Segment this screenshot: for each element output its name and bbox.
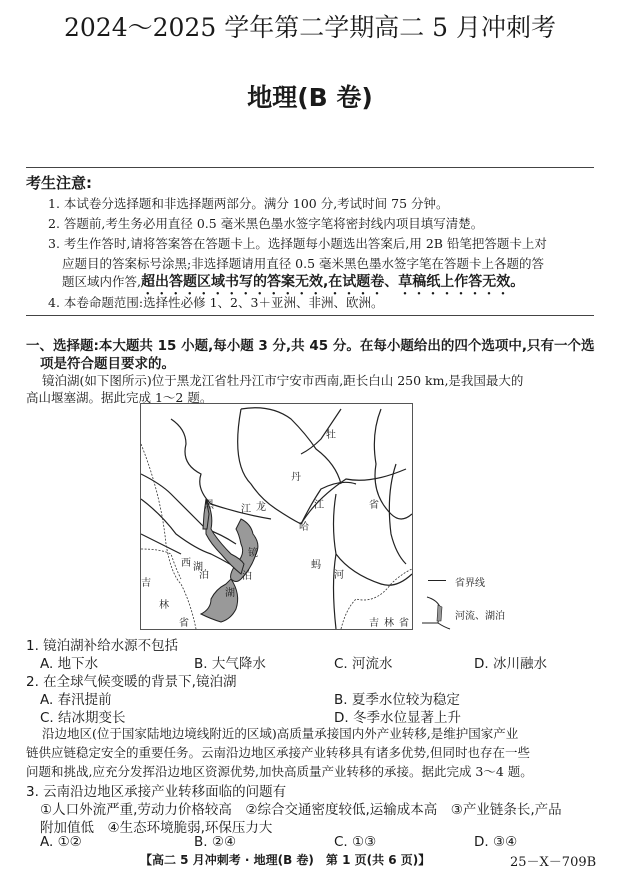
option: B. ②④ bbox=[194, 834, 237, 850]
legend-border-line bbox=[428, 580, 446, 581]
section-heading: 项是符合题目要求的。 bbox=[40, 356, 175, 372]
option: A. 地下水 bbox=[40, 656, 99, 672]
map-label: 龙 bbox=[256, 502, 266, 513]
option: B. 大气降水 bbox=[194, 656, 266, 672]
notice-item: 2. 答题前,考生务必用直径 0.5 毫米黑色墨水签字笔将密封线内项目填写清楚。 bbox=[48, 216, 484, 231]
option: C. 河流水 bbox=[334, 656, 393, 672]
map-label: 湖 bbox=[225, 588, 235, 599]
map-label: 江 bbox=[241, 504, 251, 515]
option: C. ①③ bbox=[334, 834, 377, 850]
notice-item: 3. 考生作答时,请将答案答在答题卡上。选择题每小题选出答案后,用 2B 铅笔把答题卡上对 bbox=[48, 236, 547, 251]
map-label: 省 bbox=[399, 618, 409, 629]
legend-label: 省界线 bbox=[455, 578, 485, 589]
map-label: 湖 bbox=[193, 562, 203, 573]
option: D. 冬季水位显著上升 bbox=[334, 710, 461, 726]
divider bbox=[26, 167, 594, 168]
map-label: 哈 bbox=[299, 522, 309, 533]
map-label: 吉 bbox=[141, 578, 151, 589]
notice-item: 应题目的答案标号涂黑;非选择题请用直径 0.5 毫米黑色墨水签字笔在答题卡上各题的答 bbox=[62, 256, 545, 271]
option: D. ③④ bbox=[474, 834, 518, 850]
map-label: 牡 bbox=[326, 430, 336, 441]
passage-text: 问题和挑战,应充分发挥沿边地区资源优势,加快高质量产业转移的承接。据此完成 3～4 题。 bbox=[26, 764, 533, 779]
jingpo-lake-map bbox=[140, 403, 413, 630]
map-label: 林 bbox=[159, 600, 169, 611]
map-label: 镜 bbox=[248, 548, 258, 559]
question-stem: 3. 云南沿边地区承接产业转移面临的问题有 bbox=[26, 784, 287, 800]
map-label: 黑 bbox=[204, 500, 214, 511]
map-label: 西 bbox=[181, 558, 191, 569]
map-label: 蚂 bbox=[311, 560, 321, 571]
exam-title: 2024～2025 学年第二学期高二 5 月冲刺考 bbox=[64, 13, 556, 42]
intro-text: 高山堰塞湖。据此完成 1～2 题。 bbox=[26, 390, 213, 405]
option: B. 夏季水位较为稳定 bbox=[334, 692, 460, 708]
footer-page-info: 【高二 5 月冲刺考 · 地理(B 卷) 第 1 页(共 6 页)】 bbox=[140, 853, 431, 867]
option: A. 春汛提前 bbox=[40, 692, 112, 708]
notice-item: 1. 本试卷分选择题和非选择题两部分。满分 100 分,考试时间 75 分钟。 bbox=[48, 196, 449, 211]
option: A. ①② bbox=[40, 834, 82, 850]
map-label: 江 bbox=[314, 500, 324, 511]
notice-emphasis: 超出答题区域书写的答案无效,在试题卷、草稿纸上作答无效。 bbox=[140, 274, 525, 290]
question-choices: ①人口外流严重,劳动力价格较高 ②综合交通密度较低,运输成本高 ③产业链条长,产品 bbox=[40, 802, 562, 818]
map-label: 省 bbox=[179, 618, 189, 629]
legend-river-symbol bbox=[422, 595, 452, 630]
intro-text: 镜泊湖(如下图所示)位于黑龙江省牡丹江市宁安市西南,距长白山 250 km,是我国最大的 bbox=[42, 373, 524, 388]
question-stem: 2. 在全球气候变暖的背景下,镜泊湖 bbox=[26, 674, 237, 690]
map-label: 河 bbox=[334, 570, 344, 581]
notice-item: 题区域内作答, bbox=[62, 274, 141, 289]
footer-code: 25－X－709B bbox=[510, 855, 597, 870]
section-heading: 一、选择题:本大题共 15 小题,每小题 3 分,共 45 分。在每小题给出的四个选项中,只有一个选 bbox=[26, 338, 595, 354]
passage-text: 沿边地区(位于国家陆地边境线附近的区域)高质量承接国内外产业转移,是维护国家产业 bbox=[42, 726, 519, 741]
map-label: 泊 bbox=[199, 570, 209, 581]
option: C. 结冰期变长 bbox=[40, 710, 126, 726]
map-label: 林 bbox=[384, 618, 394, 629]
passage-text: 链供应链稳定安全的重要任务。云南沿边地区承接产业转移具有诸多优势,但同时也存在一些 bbox=[26, 745, 530, 760]
option: D. 冰川融水 bbox=[474, 656, 547, 672]
map-label: 泊 bbox=[242, 571, 252, 582]
legend-label: 河流、湖泊 bbox=[455, 611, 505, 622]
divider bbox=[26, 315, 594, 316]
question-stem: 1. 镜泊湖补给水源不包括 bbox=[26, 638, 179, 654]
notice-heading: 考生注意: bbox=[26, 174, 92, 192]
notice-item: 4. 本卷命题范围:选择性必修 1、2、3＋亚洲、非洲、欧洲。 bbox=[48, 295, 384, 310]
map-label: 丹 bbox=[291, 472, 301, 483]
map-label: 省 bbox=[369, 500, 379, 511]
question-choices: 附加值低 ④生态环境脆弱,环保压力大 bbox=[40, 820, 273, 836]
exam-subtitle: 地理(B 卷) bbox=[247, 83, 373, 112]
map-drawing bbox=[141, 404, 412, 629]
map-label: 吉 bbox=[369, 618, 379, 629]
